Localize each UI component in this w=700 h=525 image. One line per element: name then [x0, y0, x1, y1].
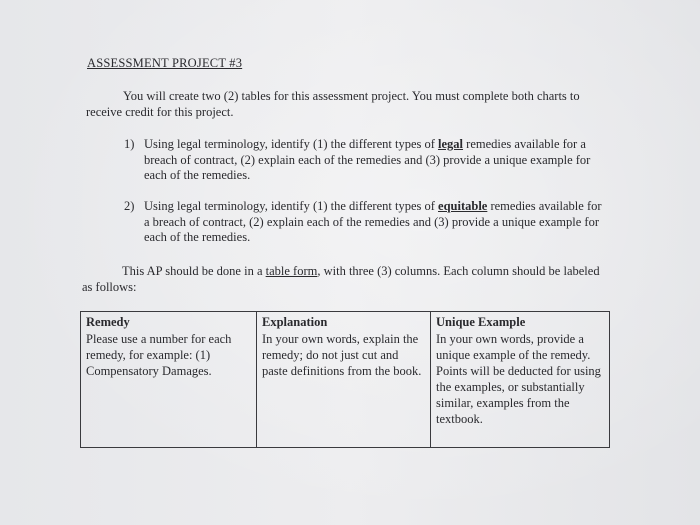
list-item-text-start: Using legal terminology, identify (1) the different types of	[144, 137, 439, 151]
cell-explanation: In your own words, explain the remedy; do not just cut and paste definitions from the book.	[257, 330, 431, 448]
intro-paragraph: You will create two (2) tables for this assessment project. You must complete both charts to receive credit for this project.	[86, 89, 580, 119]
table-row	[81, 330, 610, 448]
column-header-remedy: Remedy	[81, 312, 257, 331]
column-header-explanation: Explanation	[257, 312, 431, 331]
table-header-row	[81, 312, 610, 331]
ap-note-end: , with three (3) columns. Each column should be labeled as follows:	[82, 264, 600, 294]
list-item-text	[144, 199, 604, 246]
list-item-keyword: equitable	[438, 199, 488, 213]
ap-note-start: This AP should be done in a	[122, 264, 266, 278]
cell-remedy: Please use a number for each remedy, for example: (1) Compensatory Damages.	[81, 330, 257, 448]
list-item	[124, 199, 604, 246]
list-item-text-end: remedies available for a breach of contract, (2) explain each of the remedies and (3) provide a unique example for each of the remedies.	[144, 199, 602, 244]
list-item	[124, 137, 604, 184]
list-item-text	[144, 137, 604, 184]
ap-note-paragraph	[82, 264, 612, 295]
list-item-text-start: Using legal terminology, identify (1) the different types of	[144, 199, 439, 213]
page-title: ASSESSMENT PROJECT #3	[87, 56, 243, 70]
ap-note-link-text: table form	[265, 264, 318, 278]
list-item-number: 1)	[124, 137, 135, 151]
list-item-number: 2)	[124, 199, 135, 213]
list-item-keyword: legal	[438, 137, 464, 151]
remedies-table	[80, 311, 610, 448]
cell-unique-example: In your own words, provide a unique example of the remedy. Points will be deducted for using the examples, or substantially similar, examples from the textbook.	[431, 330, 610, 448]
list-item-text-end: remedies available for a breach of contract, (2) explain each of the remedies and (3) provide a unique example for each of the remedies.	[144, 137, 591, 182]
column-header-unique-example: Unique Example	[431, 312, 610, 331]
